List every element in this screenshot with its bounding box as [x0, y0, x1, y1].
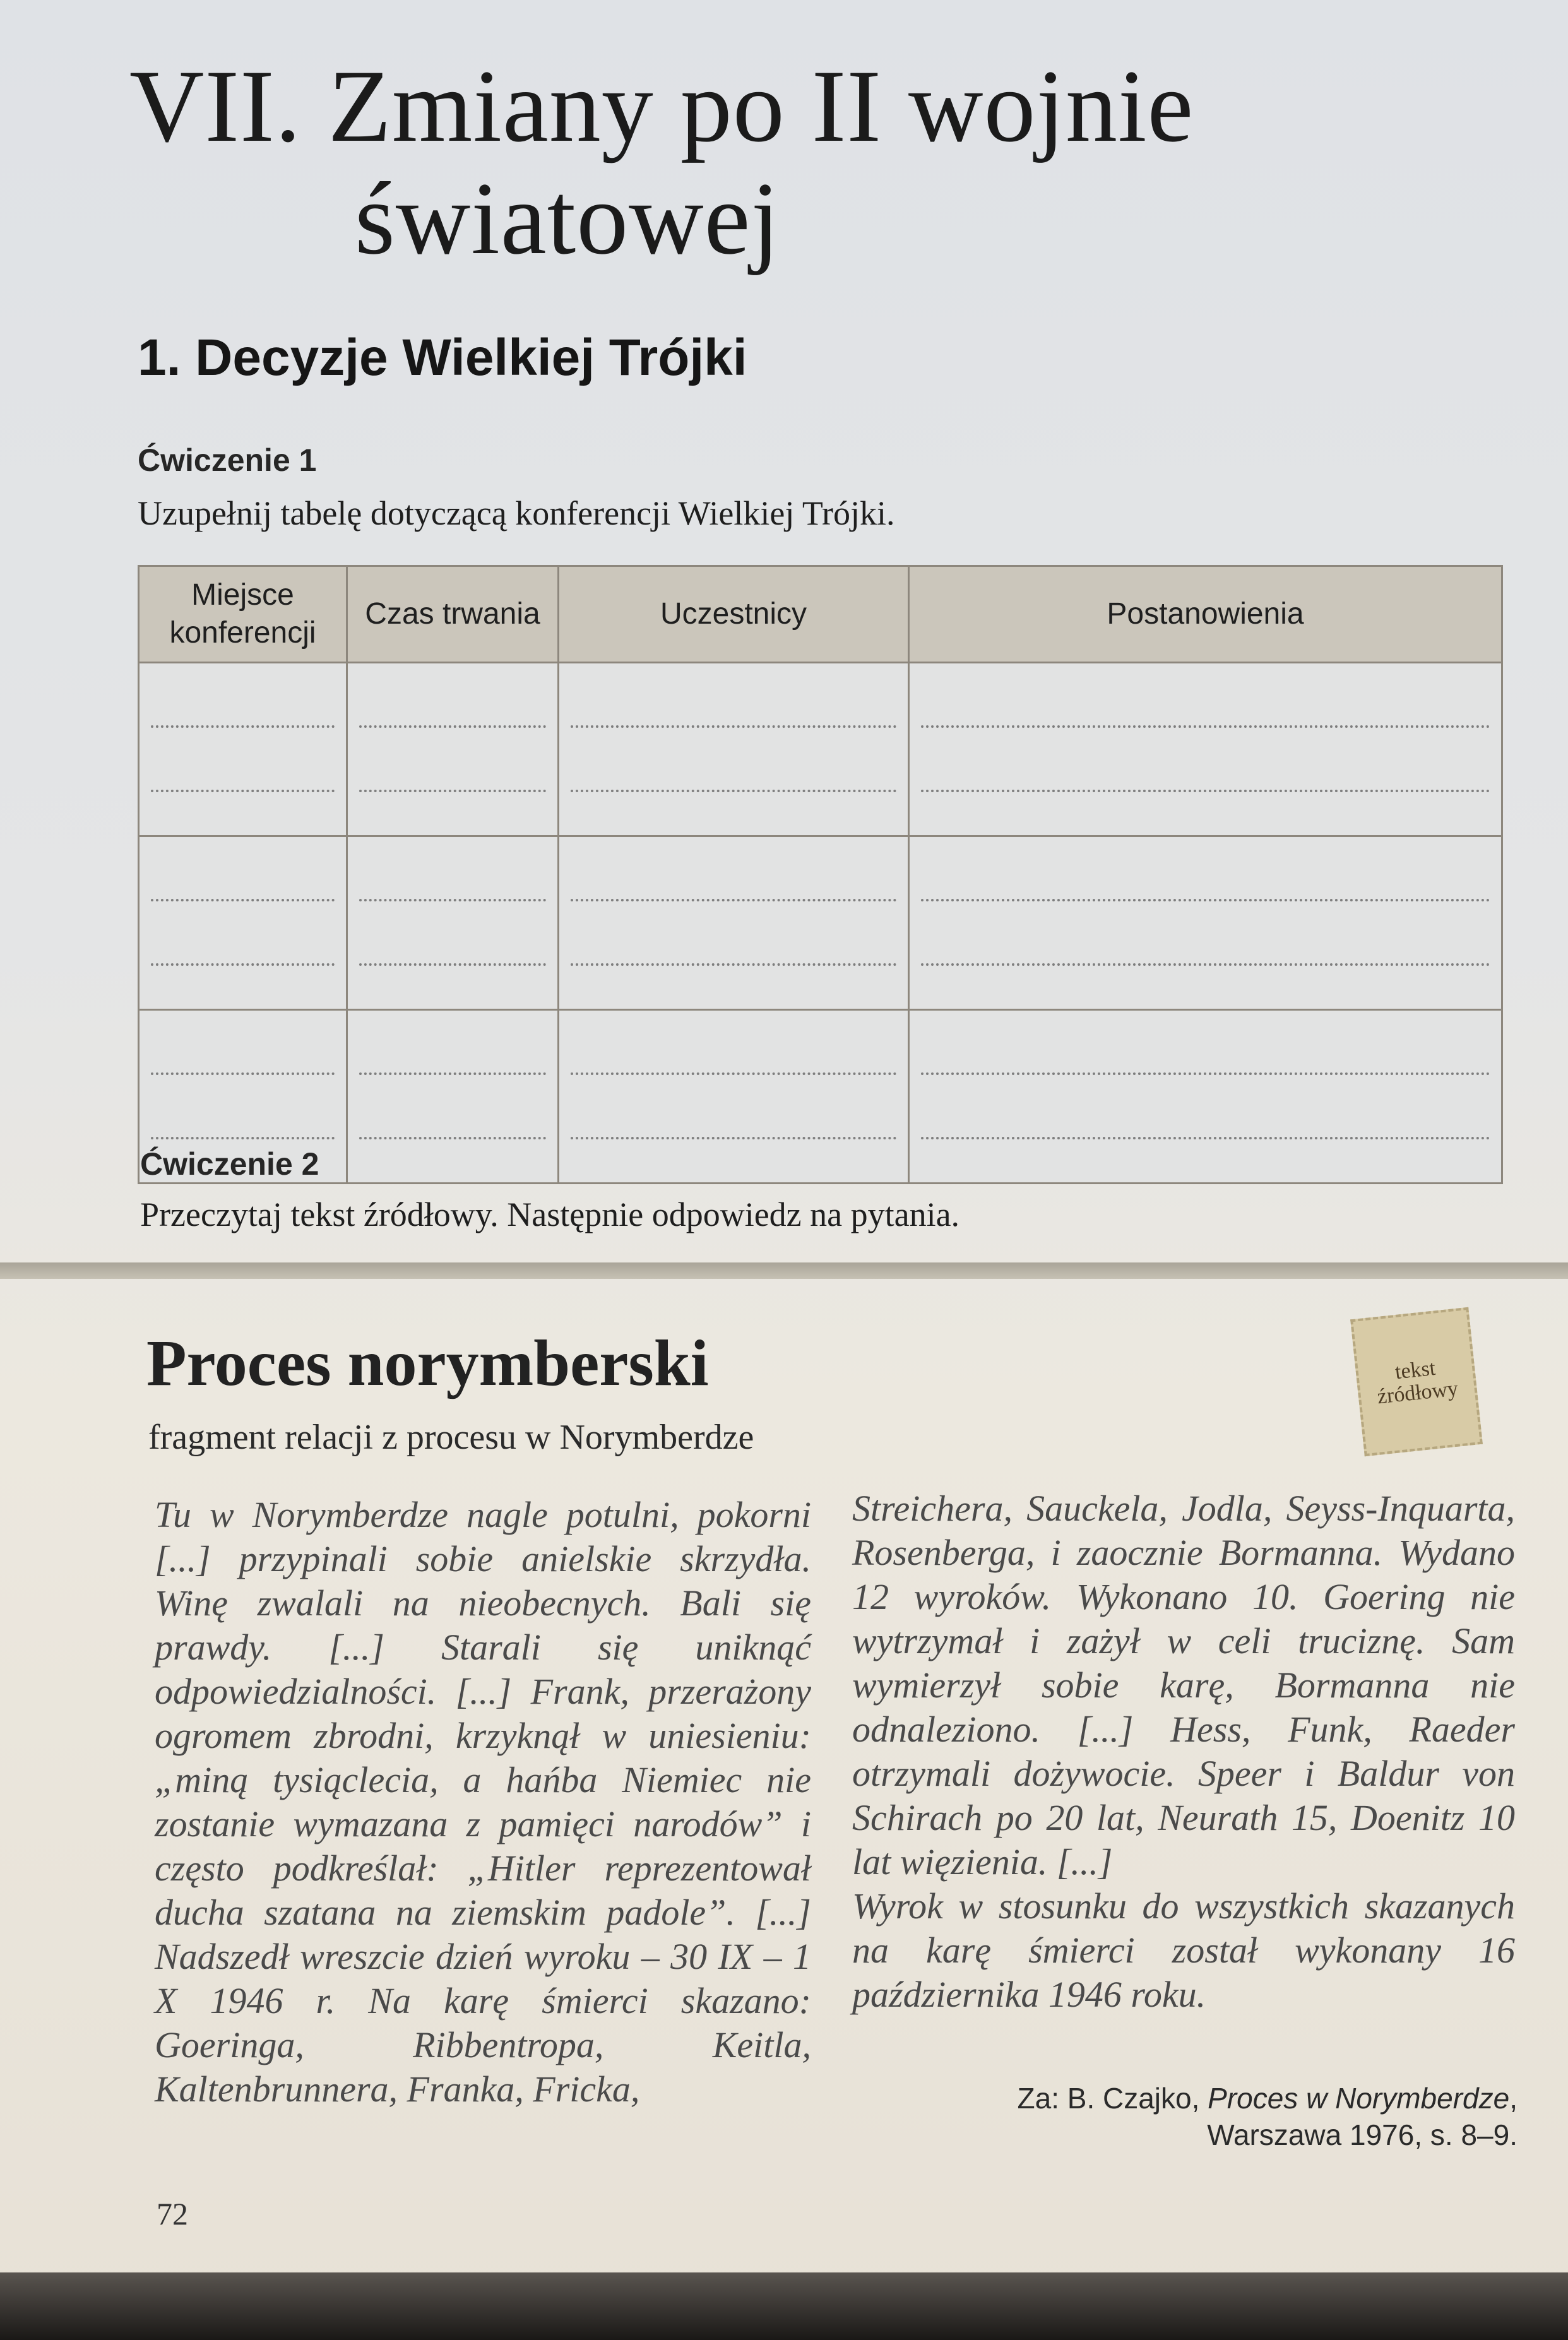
section-divider: [0, 1262, 1568, 1279]
source-text-stamp: [1350, 1307, 1483, 1456]
table-header-row: [139, 566, 1502, 663]
dotted-line: [571, 880, 896, 901]
dotted-line: [571, 1118, 896, 1139]
source-paragraph: Streichera, Sauckela, Jodla, Seyss-Inquarta, Rosenberga, i zaocznie Bormanna. Wydano 12 wyroków. Wykonano 10. Goering nie wytrzymał i zażył w celi truciznę. Sam wymierzył sobie karę, Bormanna nie odnaleziono. [...] Hess, Funk, Raeder otrzymali dożywocie. Speer i Baldur von Schirach po 20 lat, Neurath 15, Doenitz 10 lat więzienia. [...]: [852, 1488, 1515, 1882]
dotted-line: [359, 771, 546, 792]
dotted-line: [571, 706, 896, 728]
source-subtitle: fragment relacji z procesu w Norymberdze: [148, 1418, 754, 1457]
dotted-line: [921, 880, 1490, 901]
stamp-line2: źródłowy: [1376, 1377, 1459, 1409]
answer-cell[interactable]: [559, 836, 909, 1010]
header-decisions: Postanowienia: [909, 566, 1502, 663]
dotted-line: [921, 1054, 1490, 1075]
dotted-line: [571, 944, 896, 966]
answer-cell[interactable]: [909, 663, 1502, 836]
answer-cell[interactable]: [347, 1010, 559, 1184]
source-citation: [1018, 2080, 1518, 2153]
dotted-line: [151, 706, 335, 728]
answer-cell[interactable]: [139, 663, 347, 836]
table-row: [139, 663, 1502, 836]
exercise1-label: Ćwiczenie 1: [138, 442, 317, 478]
header-duration: Czas trwania: [347, 566, 559, 663]
answer-cell[interactable]: [909, 1010, 1502, 1184]
answer-cell[interactable]: [559, 663, 909, 836]
source-text-left-column: [155, 1493, 811, 2111]
dotted-line: [359, 944, 546, 966]
dotted-line: [151, 1118, 335, 1139]
dotted-line: [571, 1054, 896, 1075]
chapter-title-line2: światowej: [355, 162, 780, 276]
dotted-line: [921, 771, 1490, 792]
dotted-line: [359, 706, 546, 728]
citation-prefix: Za: B. Czajko,: [1017, 2082, 1208, 2115]
exercise1-instruction: Uzupełnij tabelę dotyczącą konferencji Wielkiej Trójki.: [138, 494, 895, 532]
source-text-right-column: [852, 1487, 1515, 2017]
dotted-line: [151, 1054, 335, 1075]
answer-cell[interactable]: [139, 836, 347, 1010]
header-participants: Uczestnicy: [559, 566, 909, 663]
exercise2-label: Ćwiczenie 2: [140, 1146, 319, 1182]
citation-title: Proces w Norymberdze: [1208, 2082, 1510, 2115]
stamp-line1: tekst: [1394, 1356, 1437, 1384]
dotted-line: [151, 771, 335, 792]
answer-cell[interactable]: [347, 663, 559, 836]
dotted-line: [151, 944, 335, 966]
dotted-line: [151, 880, 335, 901]
dotted-line: [571, 771, 896, 792]
source-paragraph: Tu w Norymberdze nagle potulni, pokorni [...] przypinali sobie anielskie skrzydła. Winę zwalali na nieobecnych. Bali się prawdy. [...] Starali się uniknąć odpowiedzialności. [...] Frank, przerażony ogromem zbrodni, krzyknął w uniesieniu: „miną tysiąclecia, a hańba Niemiec nie zostanie wymazana z pamięci narodów” i często podkreślał: „Hitler reprezentował ducha szatana na ziemskim padole”. [...] Nadszedł wreszcie dzień wyroku – 30 IX – 1 X 1946 r. Na karę śmierci skazano: Goeringa, Ribbentropa, Keitla, Kaltenbrunnera, Franka, Fricka,: [155, 1494, 811, 2110]
answer-cell[interactable]: [347, 836, 559, 1010]
table-row: [139, 1010, 1502, 1184]
dotted-line: [359, 1118, 546, 1139]
source-paragraph: Wyrok w stosunku do wszystkich skazanych na karę śmierci został wykonany 16 października 1946 roku.: [852, 1886, 1515, 2015]
answer-cell[interactable]: [559, 1010, 909, 1184]
chapter-title: [129, 50, 1194, 275]
header-place: Miejsce konferencji: [139, 566, 347, 663]
section-title: 1. Decyzje Wielkiej Trójki: [138, 329, 747, 386]
exercise2-instruction: Przeczytaj tekst źródłowy. Następnie odpowiedz na pytania.: [140, 1196, 960, 1233]
source-title: Proces norymberski: [146, 1327, 709, 1399]
dotted-line: [921, 944, 1490, 966]
table-row: [139, 836, 1502, 1010]
dotted-line: [921, 1118, 1490, 1139]
conference-table: [138, 565, 1503, 1184]
chapter-title-line1: VII. Zmiany po II wojnie: [129, 49, 1194, 163]
answer-cell[interactable]: [909, 836, 1502, 1010]
citation-line2: Warszawa 1976, s. 8–9.: [1207, 2118, 1518, 2151]
dotted-line: [359, 880, 546, 901]
page-number: 72: [157, 2196, 188, 2231]
dotted-line: [921, 706, 1490, 728]
page-edge-shadow: [0, 2272, 1568, 2340]
citation-suffix: ,: [1509, 2082, 1518, 2115]
dotted-line: [359, 1054, 546, 1075]
